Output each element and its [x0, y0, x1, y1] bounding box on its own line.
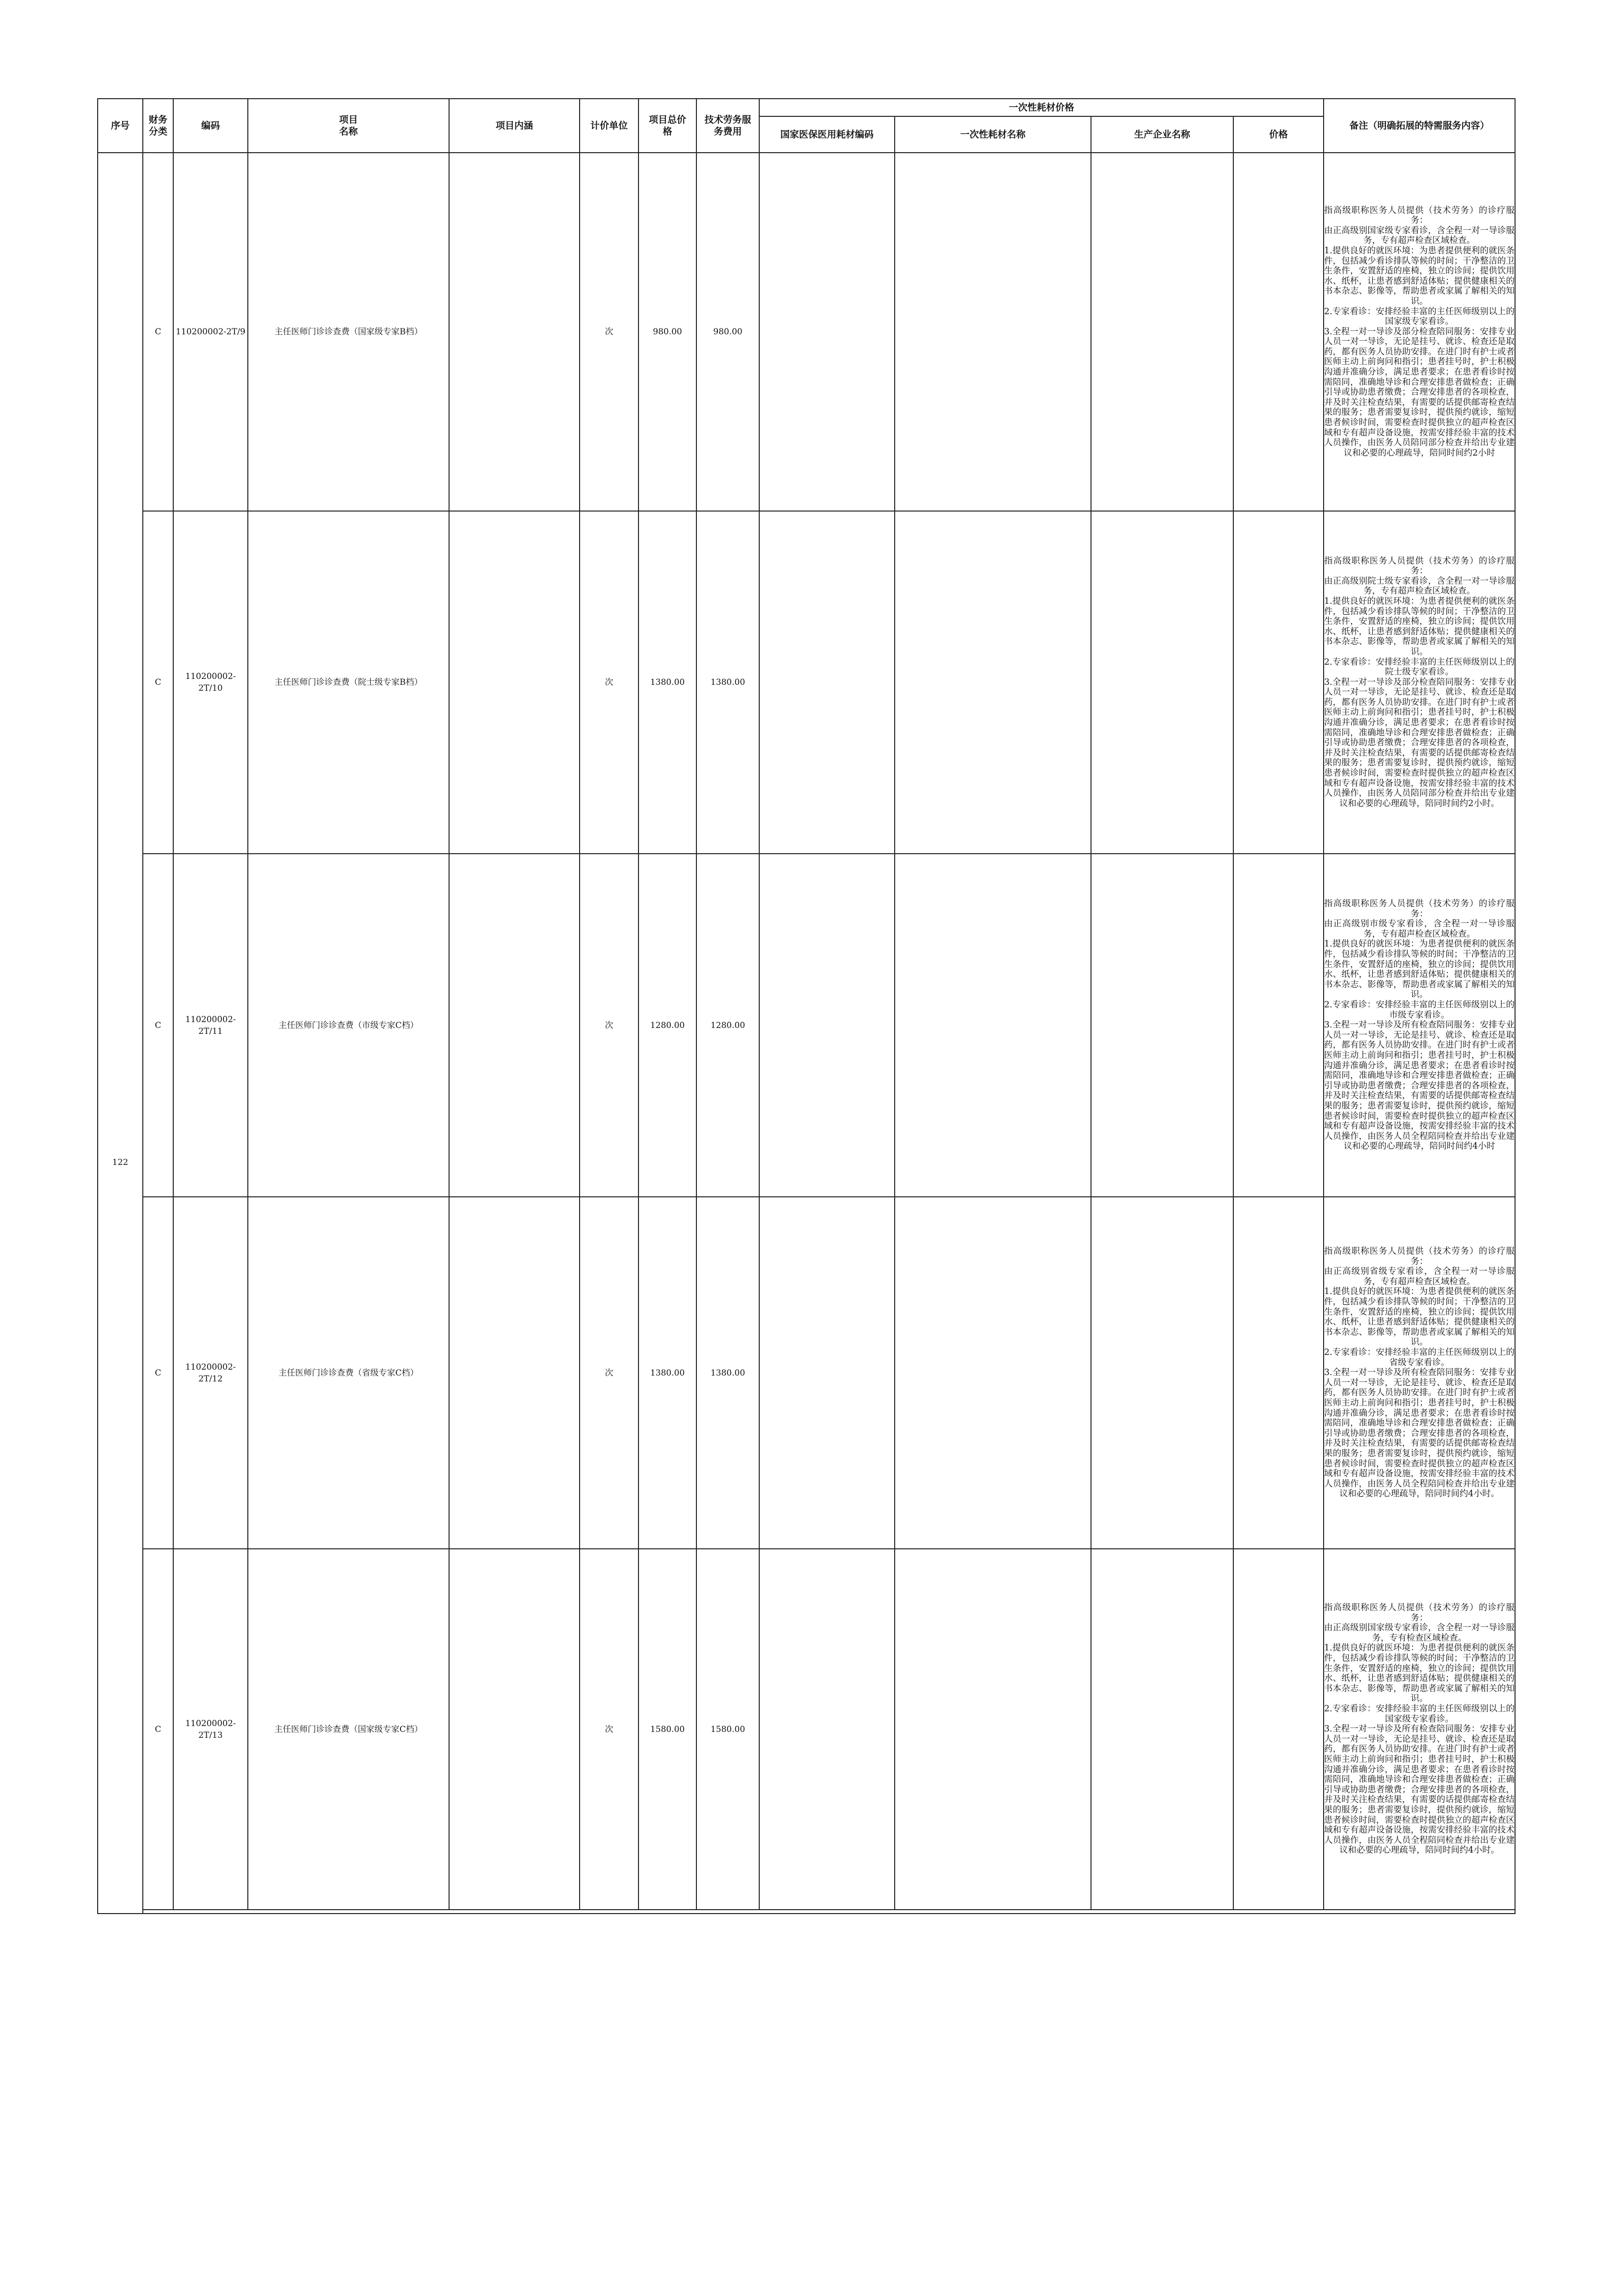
item-code: 110200002-2T/13 [173, 1549, 248, 1910]
consumable-name [895, 1197, 1091, 1549]
item-code: 110200002-2T/10 [173, 511, 248, 854]
remark-text: 指高级职称医务人员提供（技术劳务）的诊疗服务： 由正高级别国家级专家看诊，含全程一对一导诊服务，专有检查区域检查。 1.提供良好的就医环境：为患者提供便利的就医条件，包括减少看诊排队等候的时间；干净整洁的卫生条件，安置舒适的座椅，独立的诊间；提供饮用水、纸杯，让患者感到舒适体贴；提供健康相关的书本杂志、影像等，帮助患者或家属了解相关的知识。 2.专家看诊：安排经验丰富的主任医师级别以上的国家级专家看诊。 3.全程一对一导诊及所有检查陪同服务：安排专业人员一对一导诊，无论是挂号、就诊、检查还是取药，都有医务人员协助安排。在进门时有护士或者医师主动上前询问和指引；患者挂号时，护士积极沟通并准确分诊，满足患者要求；在患者看诊时按需陪同，准确地导诊和合理安排患者做检查；正确引导或协助患者缴费；合理安排患者的各项检查，并及时关注检查结果，有需要的话提供邮寄检查结果的服务；患者需要复诊时，提供预约就诊，缩短患者候诊时间，需要检查时提供独立的超声检查区域和专有超声设备设施，按需安排经验丰富的技术人员操作，由医务人员全程陪同检查并给出专业建议和必要的心理疏导，陪同时间约4小时。 [1324, 1549, 1515, 1910]
labor-fee: 1280.00 [696, 854, 759, 1197]
item-content [449, 1197, 580, 1549]
fee-table [97, 98, 1516, 1914]
pricing-unit: 次 [580, 854, 639, 1197]
financial-category: C [143, 1549, 173, 1910]
financial-category: C [143, 1197, 173, 1549]
item-name: 主任医师门诊诊查费（国家级专家C档） [248, 1549, 449, 1910]
nhsa-code [759, 153, 895, 511]
labor-fee: 1580.00 [696, 1549, 759, 1910]
header-manufacturer: 生产企业名称 [1091, 116, 1233, 153]
manufacturer [1091, 854, 1233, 1197]
nhsa-code [759, 511, 895, 854]
consumable-price [1233, 153, 1324, 511]
header-consumable-name: 一次性耗材名称 [895, 116, 1091, 153]
consumable-name [895, 153, 1091, 511]
item-code: 110200002-2T/12 [173, 1197, 248, 1549]
table-row-continuation [98, 1910, 1515, 1914]
header-seq: 序号 [98, 99, 143, 153]
header-remark: 备注（明确拓展的特需服务内容） [1324, 99, 1515, 153]
header-financial-category: 财务 分类 [143, 99, 173, 153]
manufacturer [1091, 1197, 1233, 1549]
item-name: 主任医师门诊诊查费（省级专家C档） [248, 1197, 449, 1549]
labor-fee: 1380.00 [696, 1197, 759, 1549]
consumable-price [1233, 1549, 1324, 1910]
header-item-content: 项目内涵 [449, 99, 580, 153]
item-content [449, 511, 580, 854]
header-nhsa-code: 国家医保医用耗材编码 [759, 116, 895, 153]
manufacturer [1091, 1549, 1233, 1910]
header-labor-fee: 技术劳务服 务费用 [696, 99, 759, 153]
header-consumables-group: 一次性耗材价格 [759, 99, 1324, 116]
header-pricing-unit: 计价单位 [580, 99, 639, 153]
pricing-unit: 次 [580, 511, 639, 854]
financial-category: C [143, 854, 173, 1197]
nhsa-code [759, 1549, 895, 1910]
manufacturer [1091, 153, 1233, 511]
total-price: 980.00 [639, 153, 696, 511]
consumable-name [895, 511, 1091, 854]
header-item-name: 项目 名称 [248, 99, 449, 153]
table-row [98, 1549, 1515, 1910]
header-total-price: 项目总价 格 [639, 99, 696, 153]
remark-text: 指高级职称医务人员提供（技术劳务）的诊疗服务： 由正高级别国家级专家看诊，含全程一对一导诊服务，专有超声检查区域检查。 1.提供良好的就医环境：为患者提供便利的就医条件，包括减少看诊排队等候的时间；干净整洁的卫生条件，安置舒适的座椅，独立的诊间；提供饮用水、纸杯，让患者感到舒适体贴；提供健康相关的书本杂志、影像等，帮助患者或家属了解相关的知识。 2.专家看诊：安排经验丰富的主任医师级别以上的国家级专家看诊。 3.全程一对一导诊及部分检查陪同服务：安排专业人员一对一导诊，无论是挂号、就诊、检查还是取药，都有医务人员协助安排。在进门时有护士或者医师主动上前询问和指引；患者挂号时，护士积极沟通并准确分诊，满足患者要求；在患者看诊时按需陪同，准确地导诊和合理安排患者做检查；正确引导或协助患者缴费；合理安排患者的各项检查，并及时关注检查结果，有需要的话提供邮寄检查结果的服务；患者需要复诊时，提供预约就诊，缩短患者候诊时间，需要检查时提供独立的超声检查区域和专有超声设备设施，按需安排经验丰富的技术人员操作，由医务人员陪同部分检查并给出专业建议和必要的心理疏导，陪同时间约2小时 [1324, 153, 1515, 511]
table-row [98, 1197, 1515, 1549]
consumable-name [895, 854, 1091, 1197]
pricing-unit: 次 [580, 1549, 639, 1910]
manufacturer [1091, 511, 1233, 854]
consumable-name [895, 1549, 1091, 1910]
labor-fee: 1380.00 [696, 511, 759, 854]
consumable-price [1233, 1197, 1324, 1549]
item-name: 主任医师门诊诊查费（院士级专家B档） [248, 511, 449, 854]
nhsa-code [759, 1197, 895, 1549]
total-price: 1380.00 [639, 511, 696, 854]
financial-category: C [143, 511, 173, 854]
pricing-unit: 次 [580, 153, 639, 511]
total-price: 1380.00 [639, 1197, 696, 1549]
labor-fee: 980.00 [696, 153, 759, 511]
header-price: 价格 [1233, 116, 1324, 153]
total-price: 1580.00 [639, 1549, 696, 1910]
pricing-unit: 次 [580, 1197, 639, 1549]
consumable-price [1233, 511, 1324, 854]
remark-text: 指高级职称医务人员提供（技术劳务）的诊疗服务： 由正高级别市级专家看诊，含全程一对一导诊服务，专有超声检查区域检查。 1.提供良好的就医环境：为患者提供便利的就医条件，包括减少看诊排队等候的时间；干净整洁的卫生条件，安置舒适的座椅，独立的诊间；提供饮用水、纸杯，让患者感到舒适体贴；提供健康相关的书本杂志、影像等，帮助患者或家属了解相关的知识。 2.专家看诊：安排经验丰富的主任医师级别以上的市级专家看诊。 3.全程一对一导诊及所有检查陪同服务：安排专业人员一对一导诊，无论是挂号、就诊、检查还是取药，都有医务人员协助安排。在进门时有护士或者医师主动上前询问和指引；患者挂号时，护士积极沟通并准确分诊，满足患者要求；在患者看诊时按需陪同，准确地导诊和合理安排患者做检查；正确引导或协助患者缴费；合理安排患者的各项检查，并及时关注检查结果，有需要的话提供邮寄检查结果的服务；患者需要复诊时，提供预约就诊，缩短患者候诊时间，需要检查时提供独立的超声检查区域和专有超声设备设施，按需安排经验丰富的技术人员操作，由医务人员全程陪同检查并给出专业建议和必要的心理疏导，陪同时间约4小时 [1324, 854, 1515, 1197]
continuation-edge [143, 1910, 1515, 1914]
item-name: 主任医师门诊诊查费（国家级专家B档） [248, 153, 449, 511]
table-row [98, 511, 1515, 854]
header-code: 编码 [173, 99, 248, 153]
consumable-price [1233, 854, 1324, 1197]
table-row [98, 153, 1515, 511]
seq-number: 122 [112, 1157, 129, 1167]
item-code: 110200002-2T/11 [173, 854, 248, 1197]
table-row [98, 854, 1515, 1197]
nhsa-code [759, 854, 895, 1197]
item-name: 主任医师门诊诊查费（市级专家C档） [248, 854, 449, 1197]
remark-text: 指高级职称医务人员提供（技术劳务）的诊疗服务： 由正高级别省级专家看诊，含全程一对一导诊服务，专有超声检查区域检查。 1.提供良好的就医环境：为患者提供便利的就医条件，包括减少看诊排队等候的时间；干净整洁的卫生条件，安置舒适的座椅，独立的诊间；提供饮用水、纸杯，让患者感到舒适体贴；提供健康相关的书本杂志、影像等，帮助患者或家属了解相关的知识。 2.专家看诊：安排经验丰富的主任医师级别以上的省级专家看诊。 3.全程一对一导诊及所有检查陪同服务：安排专业人员一对一导诊，无论是挂号、就诊、检查还是取药，都有医务人员协助安排。在进门时有护士或者医师主动上前询问和指引；患者挂号时，护士积极沟通并准确分诊，满足患者要求；在患者看诊时按需陪同，准确地导诊和合理安排患者做检查；正确引导或协助患者缴费；合理安排患者的各项检查，并及时关注检查结果，有需要的话提供邮寄检查结果的服务；患者需要复诊时，提供预约就诊，缩短患者候诊时间，需要检查时提供独立的超声检查区域和专有超声设备设施，按需安排经验丰富的技术人员操作，由医务人员全程陪同检查并给出专业建议和必要的心理疏导，陪同时间约4小时。 [1324, 1197, 1515, 1549]
item-code: 110200002-2T/9 [173, 153, 248, 511]
item-content [449, 153, 580, 511]
item-content [449, 1549, 580, 1910]
item-content [449, 854, 580, 1197]
total-price: 1280.00 [639, 854, 696, 1197]
remark-text: 指高级职称医务人员提供（技术劳务）的诊疗服务： 由正高级别院士级专家看诊，含全程一对一导诊服务，专有超声检查区域检查。 1.提供良好的就医环境：为患者提供便利的就医条件，包括减少看诊排队等候的时间；干净整洁的卫生条件，安置舒适的座椅，独立的诊间；提供饮用水、纸杯，让患者感到舒适体贴；提供健康相关的书本杂志、影像等，帮助患者或家属了解相关的知识。 2.专家看诊：安排经验丰富的主任医师级别以上的院士级专家看诊。 3.全程一对一导诊及部分检查陪同服务：安排专业人员一对一导诊，无论是挂号、就诊、检查还是取药，都有医务人员协助安排。在进门时有护士或者医师主动上前询问和指引；患者挂号时，护士积极沟通并准确分诊，满足患者要求；在患者看诊时按需陪同，准确地导诊和合理安排患者做检查；正确引导或协助患者缴费；合理安排患者的各项检查，并及时关注检查结果，有需要的话提供邮寄检查结果的服务；患者需要复诊时，提供预约就诊，缩短患者候诊时间，需要检查时提供独立的超声检查区域和专有超声设备设施，按需安排经验丰富的技术人员操作，由医务人员陪同部分检查并给出专业建议和必要的心理疏导，陪同时间约2小时。 [1324, 511, 1515, 854]
seq-cell [98, 153, 143, 1914]
financial-category: C [143, 153, 173, 511]
